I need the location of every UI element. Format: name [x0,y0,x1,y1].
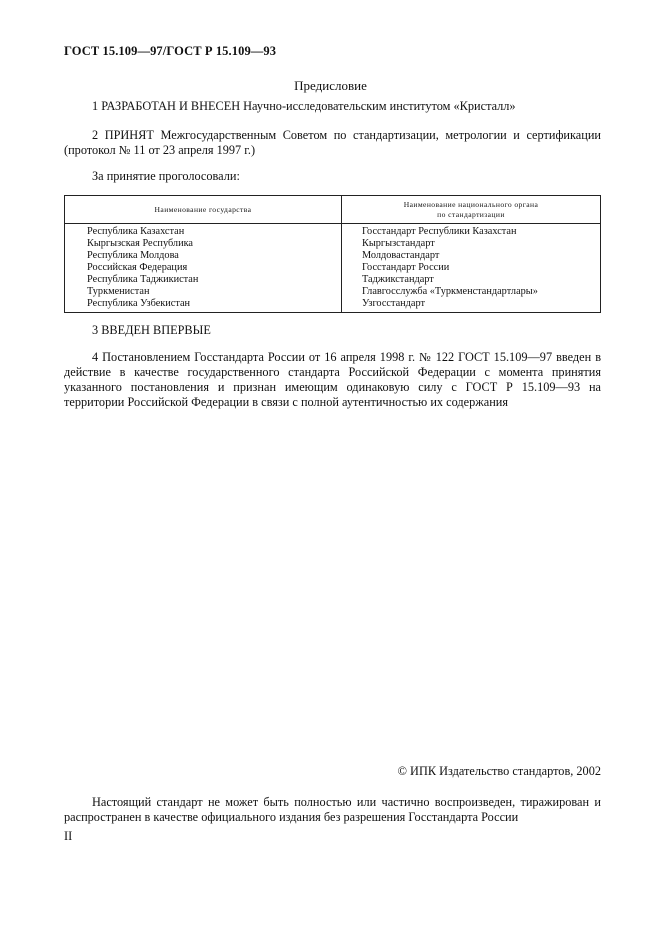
preface-item-2-text: 2 ПРИНЯТ Межгосударственным Советом по стандартизации, метрологии и сертификации (протокол № 11 от 23 апреля 1997 г.) [64,128,601,157]
state-name: Республика Молдова [87,250,179,261]
preface-item-4-text: 4 Постановлением Госстандарта России от 16 апреля 1998 г. № 122 ГОСТ 15.109—97 введен в действие в качестве государственного стандарта Российской Федерации с момента принятия указанного постановления и признан имеющим одинаковую силу с ГОСТ Р 15.109—93 на территории Российской Федерации в связи с полной аутентичностью их содержания [64,350,601,409]
standards-body-name: Таджикстандарт [362,274,434,285]
preface-item-2 [64,128,601,158]
column-header-body-line2: по стандартизации [437,209,505,219]
member-states-table [64,195,601,313]
state-name: Республика Казахстан [87,226,185,237]
preface-item-3 [64,323,601,338]
table-header-row [65,196,601,224]
preface-item-1 [64,99,601,114]
page-number: II [64,829,73,843]
preface-item-3-text: 3 ВВЕДЕН ВПЕРВЫЕ [92,323,211,337]
standards-body-name: Узгосстандарт [362,298,425,309]
standards-body-name: Главгосслужба «Туркменстандартлары» [362,286,538,297]
state-name: Российская Федерация [87,262,188,273]
standards-body-name: Госстандарт Республики Казахстан [362,226,517,237]
state-name: Республика Узбекистан [87,298,191,309]
table-row [65,224,601,313]
state-name: Туркменистан [87,286,150,297]
state-name: Кыргызская Республика [87,238,194,249]
voted-label-text: За принятие проголосовали: [92,169,240,183]
preface-item-1-text: 1 РАЗРАБОТАН И ВНЕСЕН Научно-исследовательским институтом «Кристалл» [92,99,516,113]
state-name: Республика Таджикистан [87,274,199,285]
copyright-line: © ИПК Издательство стандартов, 2002 [397,764,601,778]
preface-title: Предисловие [294,78,367,93]
standards-body-name: Госстандарт России [362,262,450,273]
bodies-cell [342,224,601,313]
reproduction-notice-text: Настоящий стандарт не может быть полностью или частично воспроизведен, тиражирован и распространен в качестве официального издания без разрешения Госстандарта России [64,795,601,824]
column-header-state: Наименование государства [65,196,342,224]
standards-body-name: Кыргызстандарт [362,238,435,249]
column-header-body-line1: Наименование национального органа [403,199,539,209]
column-header-body [342,196,601,224]
states-cell [65,224,342,313]
reproduction-notice [64,795,601,825]
voted-label [64,169,601,184]
standard-code-header: ГОСТ 15.109—97/ГОСТ Р 15.109—93 [64,44,277,58]
preface-item-4 [64,350,601,410]
standards-body-name: Молдовастандарт [362,250,440,261]
